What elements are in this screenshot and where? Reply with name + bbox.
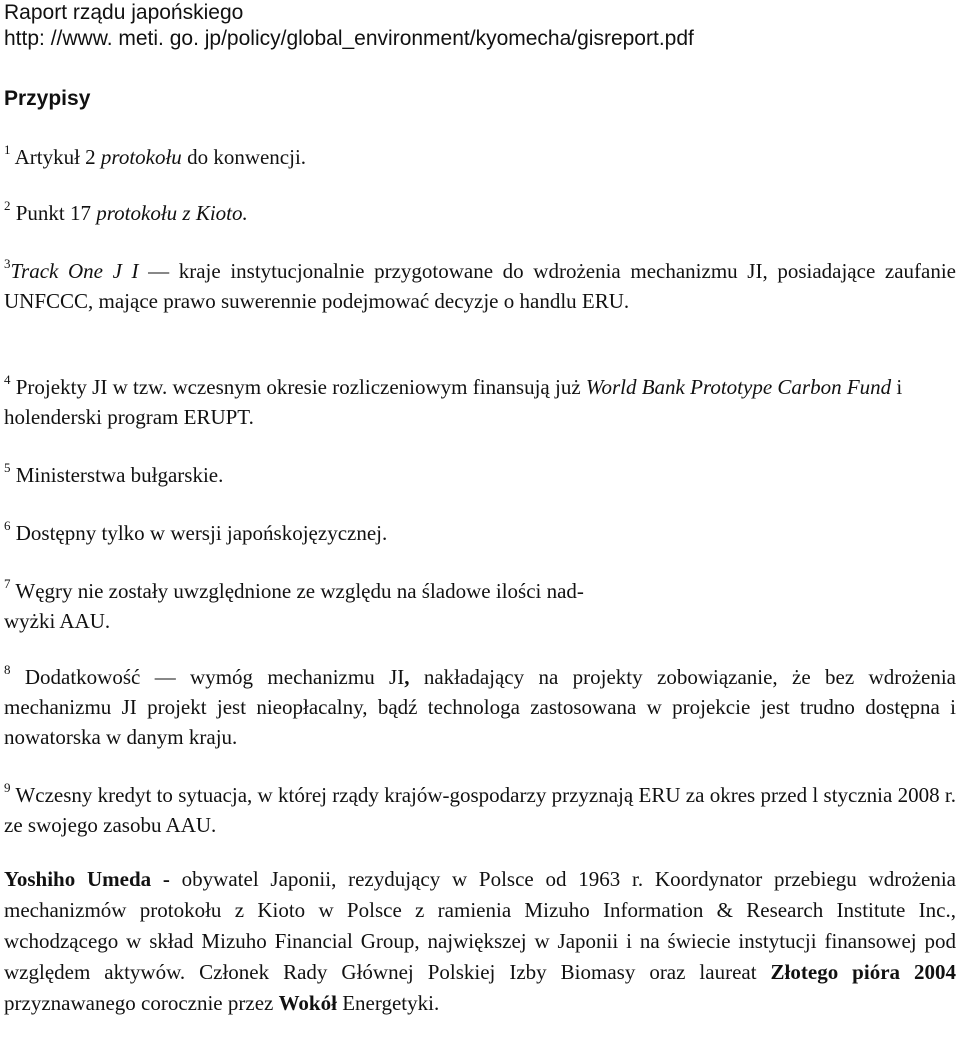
footnote-number: 2 [4,198,11,213]
footnote-number: 4 [4,372,11,387]
footnote-text: Artykuł 2 [14,145,101,169]
author-text: przyznawanego corocznie przez [4,991,279,1015]
footnote-4 [4,372,956,432]
footnote-number: 7 [4,576,11,591]
footnote-7 [4,576,956,636]
footnote-bold: , [404,665,410,689]
source-title: Raport rządu japońskiego [4,1,244,24]
footnote-number: 5 [4,460,11,475]
footnote-number: 6 [4,518,11,533]
footnote-text: — kraje instytucjonalnie przygotowane do wdrożenia mechanizmu JI, posiadające zaufanie UNFCCC, mające prawo suwerennie podejmować decyzje o handlu ERU. [4,259,956,313]
footnote-italic: Track One J I [10,259,139,283]
author-text: Energetyki. [336,991,440,1015]
author-text: obywatel Japonii, rezydujący w Polsce od 1963 r. Koordynator przebiegu wdrożenia mechanizmów protokołu z Kioto w Polsce z ramienia Mizuho Information & Research Institute Inc., wchodzącego w skład Mizuho Financial Group, największej w Japonii i na świecie instytucji finansowej pod względem aktywów. Członek Rady Głównej Polskiej Izby Biomasy oraz laureat [4,867,956,984]
author-name: Yoshiho Umeda - [4,867,170,891]
footnote-5 [4,460,956,490]
footnote-text: Projekty JI w tzw. wczesnym okresie rozliczeniowym finansują już [15,375,586,399]
magazine-name: Wokół [278,991,337,1015]
footnote-number: 1 [4,142,11,157]
footnote-9 [4,780,956,840]
footnote-italic: World Bank Prototype Carbon Fund [585,375,892,399]
footnote-1 [4,142,956,172]
footnote-3 [4,256,956,316]
footnote-text: Dostępny tylko w wersji japońskojęzycznej. [15,521,388,545]
footnote-text: Wczesny kredyt to sytuacja, w której rządy krajów-gospodarzy przyznają ERU za okres przed l stycznia 2008 r. ze swojego zasobu AAU. [4,783,956,837]
footnote-text: Ministerstwa bułgarskie. [15,463,224,487]
source-url: http: //www. meti. go. jp/policy/global_environment/kyomecha/gisreport.pdf [4,27,694,50]
footnote-text: do konwencji. [181,145,307,169]
footnote-8 [4,662,956,752]
footnote-text: Dodatkowość — wymóg mechanizmu JI [24,665,405,689]
footnote-text: Punkt 17 [15,201,97,225]
footnote-italic: protokołu [100,145,182,169]
footnote-number: 8 [4,662,11,677]
footnotes-heading: Przypisy [4,87,91,110]
footnote-text: wyżki AAU. [4,609,111,633]
footnote-italic: protokołu z Kioto. [96,201,248,225]
footnote-text: i holenderski program ERUPT. [4,375,903,429]
author-note [4,864,956,1019]
footnote-number: 3 [4,256,11,271]
footnote-number: 9 [4,780,11,795]
footnote-2 [4,198,956,228]
award-name: Złotego pióra 2004 [770,960,957,984]
footnote-6 [4,518,956,548]
footnote-text: nakładający na projekty zobowiązanie, że bez wdrożenia mechanizmu JI projekt jest nieopłacalny, bądź technologa zastosowana w projekcie jest trudno dostępna i nowatorska w danym kraju. [4,665,956,749]
footnote-text: Węgry nie zostały uwzględnione ze względu na śladowe ilości nad- [15,579,584,603]
